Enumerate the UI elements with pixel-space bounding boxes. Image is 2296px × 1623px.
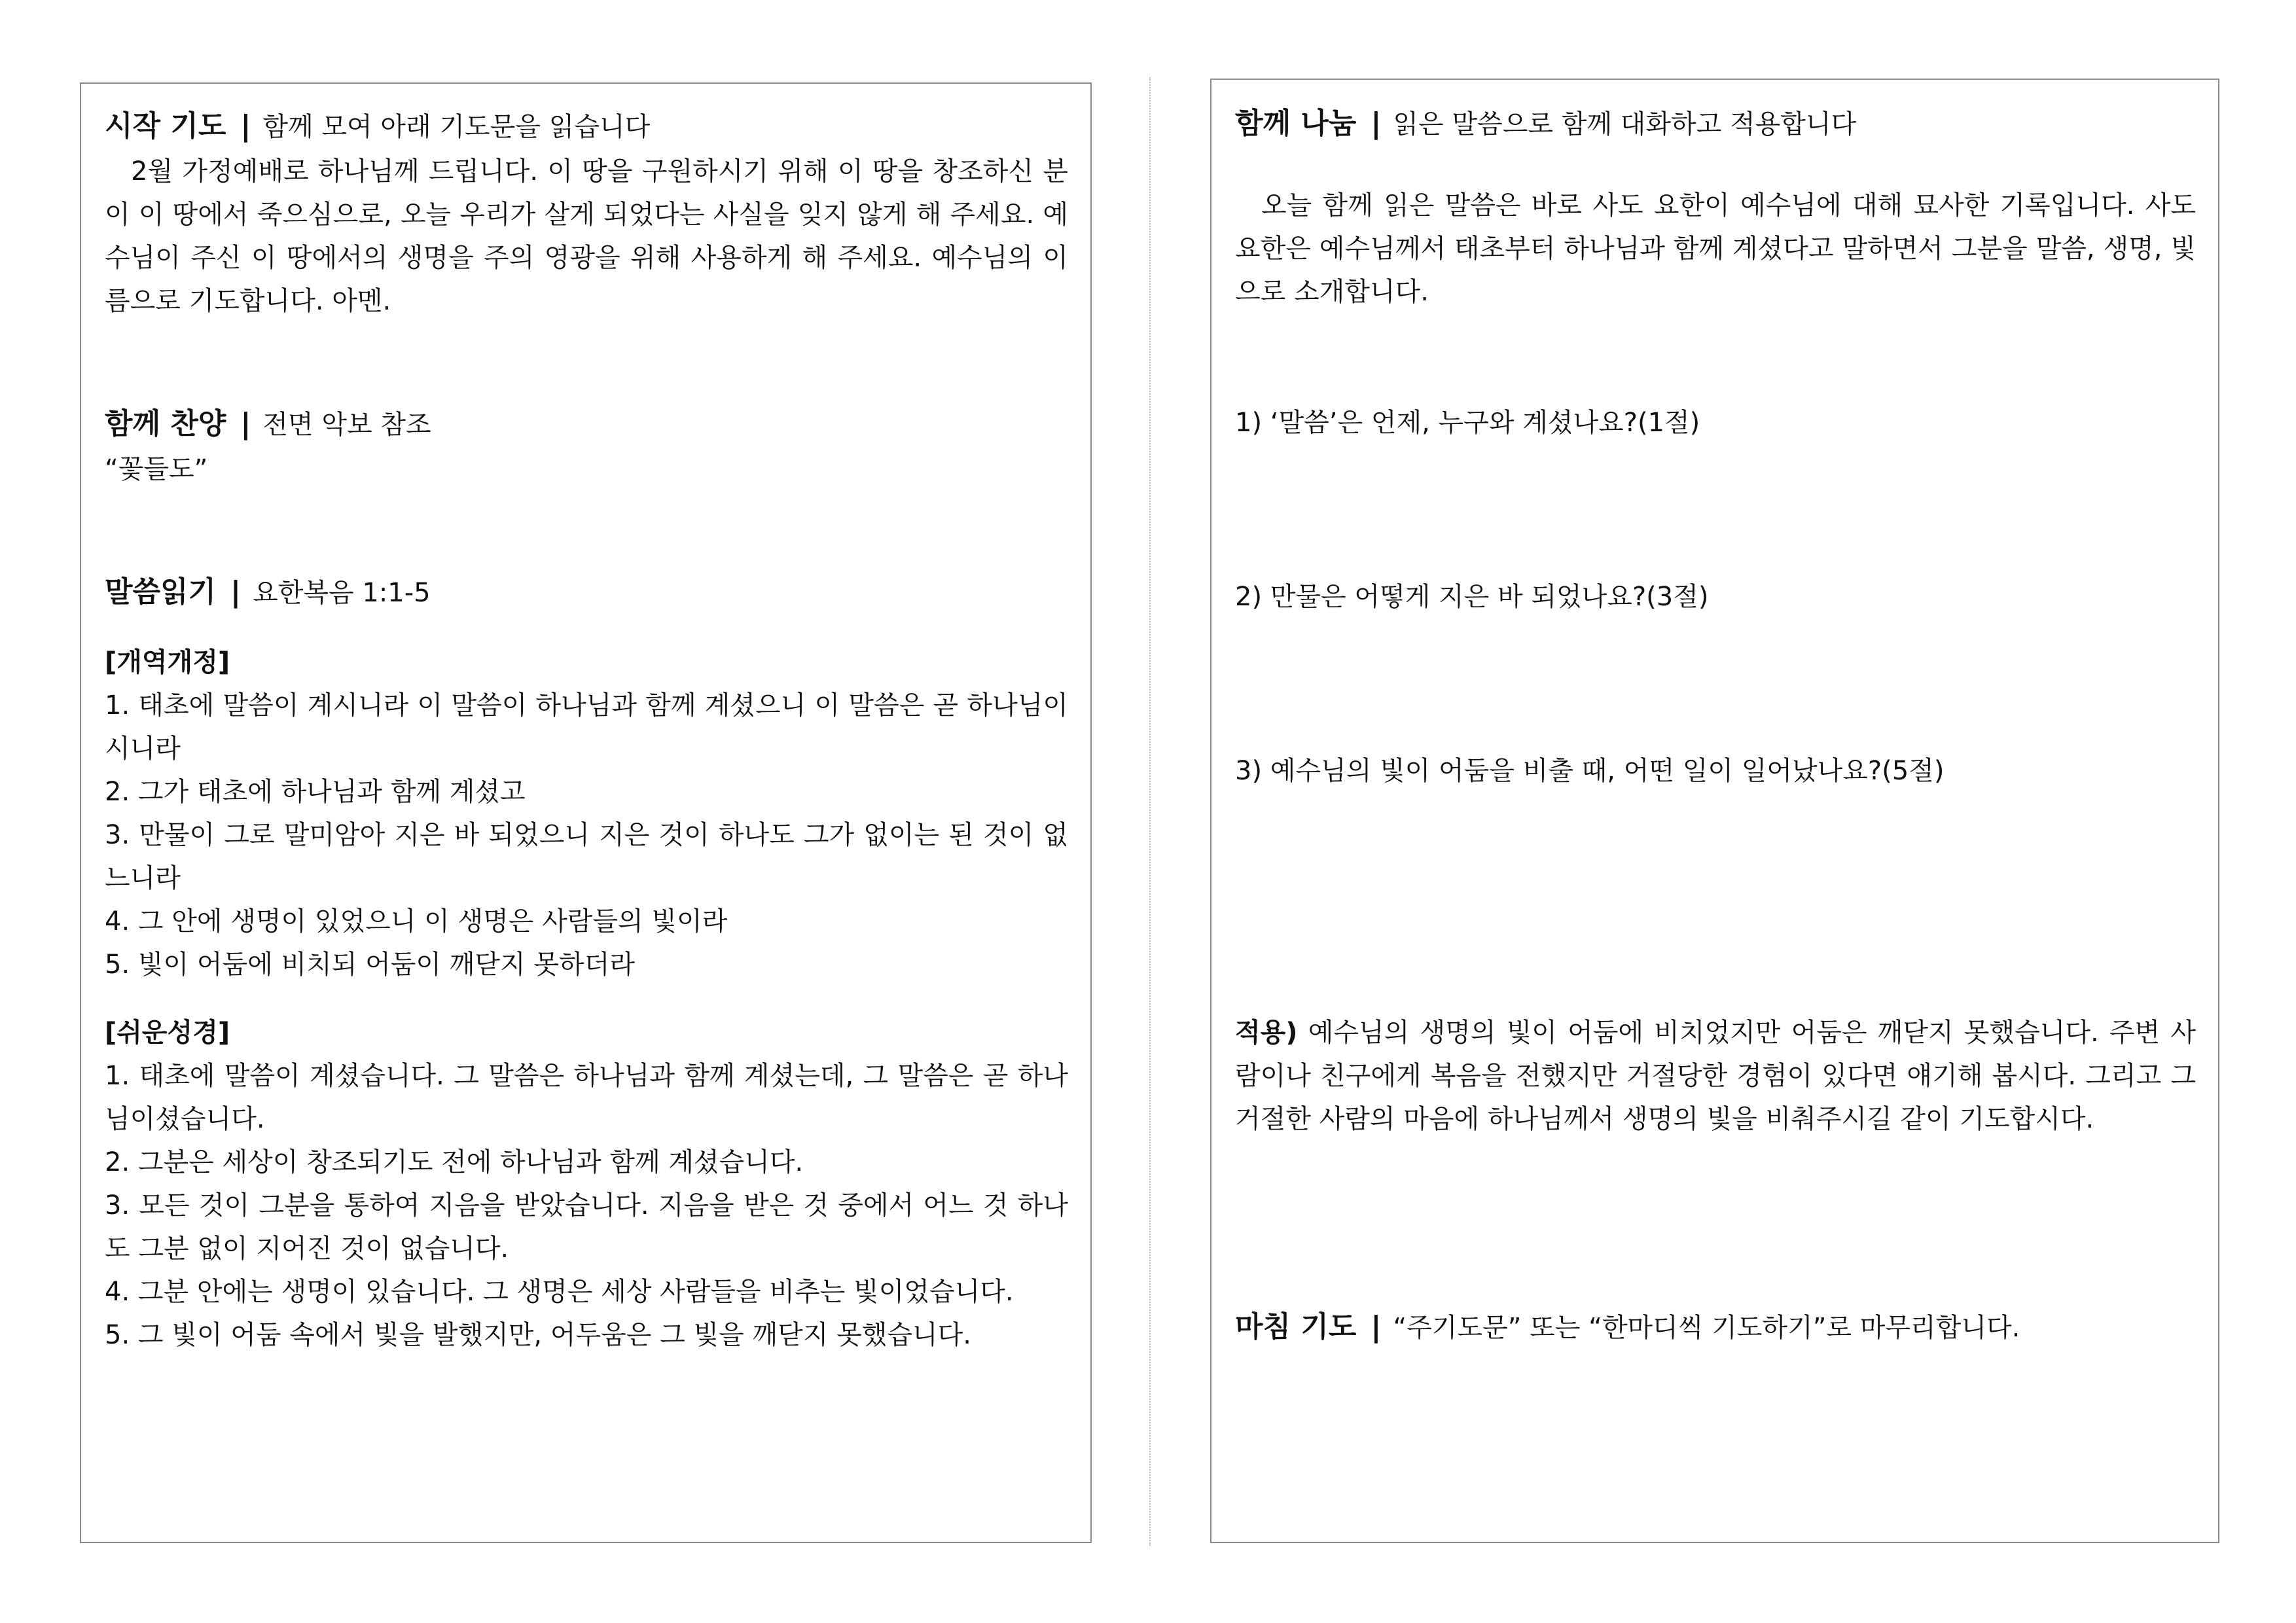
easy-bible-verse: 4. 그분 안에는 생명이 있습니다. 그 생명은 세상 사람들을 비추는 빛이었습니다.: [105, 1277, 1014, 1307]
easy-bible-verse: 3. 모든 것이 그분을 통하여 지음을 받았습니다. 지음을 받은 것 중에서 어느 것 하나도 그분 없이 지어진 것이 없습니다.: [105, 1190, 1068, 1264]
application-body: 예수님의 생명의 빛이 어둠에 비치었지만 어둠은 깨닫지 못했습니다. 주변 사람이나 친구에게 복음을 전했지만 거절당한 경험이 있다면 얘기해 봅시다. 그리고 그 거절한 사람의 마음에 하나님께서 생명의 빛을 비춰주시길 같이 기도합시다.: [1235, 1018, 2196, 1134]
closing-prayer-heading: [1235, 1304, 2196, 1351]
left-page: [80, 82, 1092, 1543]
hymn-title: 함께 찬양: [105, 407, 226, 440]
question-2: 2) 만물은 어떻게 지은 바 되었나요?(3절): [1235, 582, 1709, 612]
opening-prayer-title: 시작 기도: [105, 109, 226, 143]
right-page: [1210, 79, 2219, 1543]
sharing-title: 함께 나눔: [1235, 107, 1357, 140]
reading-reference: 요한복음 1:1-5: [253, 578, 431, 608]
easy-bible-verse: 2. 그분은 세상이 창조되기도 전에 하나님과 함께 계셨습니다.: [105, 1147, 804, 1177]
closing-prayer-subtitle: “주기도문” 또는 “한마디씩 기도하기”로 마무리합니다.: [1393, 1313, 2020, 1343]
hymn-song-title: “꽃들도”: [105, 454, 208, 484]
krv-label: [개역개정]: [105, 647, 230, 677]
heading-divider: |: [240, 407, 251, 440]
application-label: 적용): [1235, 1018, 1298, 1048]
sharing-subtitle: 읽은 말씀으로 함께 대화하고 적용합니다: [1393, 109, 1857, 139]
heading-divider: |: [1371, 107, 1382, 140]
closing-prayer-title: 마침 기도: [1235, 1310, 1357, 1344]
easy-bible-verse: 1. 태초에 말씀이 계셨습니다. 그 말씀은 하나님과 함께 계셨는데, 그 말씀은 곧 하나님이셨습니다.: [105, 1061, 1068, 1134]
heading-divider: |: [1371, 1310, 1382, 1344]
question-3: 3) 예수님의 빛이 어둠을 비출 때, 어떤 일이 일어났나요?(5절): [1235, 756, 1945, 786]
easy-bible-verse: 5. 그 빛이 어둠 속에서 빛을 발했지만, 어두움은 그 빛을 깨닫지 못했습니다.: [105, 1320, 972, 1350]
fold-line: [1149, 77, 1151, 1546]
krv-verse: 2. 그가 태초에 하나님과 함께 계셨고: [105, 777, 526, 807]
question-1: 1) ‘말씀’은 언제, 누구와 계셨나요?(1절): [1235, 408, 1700, 438]
sharing-intro: 오늘 함께 읽은 말씀은 바로 사도 요한이 예수님에 대해 묘사한 기록입니다. 사도 요한은 예수님께서 태초부터 하나님과 함께 계셨다고 말하면서 그분을 말씀, 생명, 빛으로 소개합니다.: [1235, 190, 2196, 307]
krv-verse: 5. 빛이 어둠에 비치되 어둠이 깨닫지 못하더라: [105, 950, 635, 980]
opening-prayer-heading: [105, 103, 1068, 150]
opening-prayer-subtitle: 함께 모여 아래 기도문을 읽습니다: [262, 112, 651, 142]
hymn-heading: [105, 401, 1068, 448]
hymn-subtitle: 전면 악보 참조: [262, 410, 431, 440]
reading-title: 말씀읽기: [105, 575, 217, 609]
heading-divider: |: [230, 575, 242, 609]
reading-heading: [105, 569, 1068, 616]
easy-bible-label: [쉬운성경]: [105, 1018, 230, 1048]
krv-verse: 1. 태초에 말씀이 계시니라 이 말씀이 하나님과 함께 계셨으니 이 말씀은 곧 하나님이시니라: [105, 690, 1068, 764]
sharing-heading: [1235, 101, 2196, 147]
krv-verse: 4. 그 안에 생명이 있었으니 이 생명은 사람들의 빛이라: [105, 906, 728, 936]
heading-divider: |: [240, 109, 251, 143]
application-text: [1235, 1011, 2196, 1141]
opening-prayer-text: 2월 가정예배로 하나님께 드립니다. 이 땅을 구원하시기 위해 이 땅을 창조하신 분이 이 땅에서 죽으심으로, 오늘 우리가 살게 되었다는 사실을 잊지 않게 해 주세요. 예수님이 주신 이 땅에서의 생명을 주의 영광을 위해 사용하게 해 주세요. 예수님의 이름으로 기도합니다. 아멘.: [105, 156, 1068, 316]
krv-verse: 3. 만물이 그로 말미암아 지은 바 되었으니 지은 것이 하나도 그가 없이는 된 것이 없느니라: [105, 820, 1068, 893]
